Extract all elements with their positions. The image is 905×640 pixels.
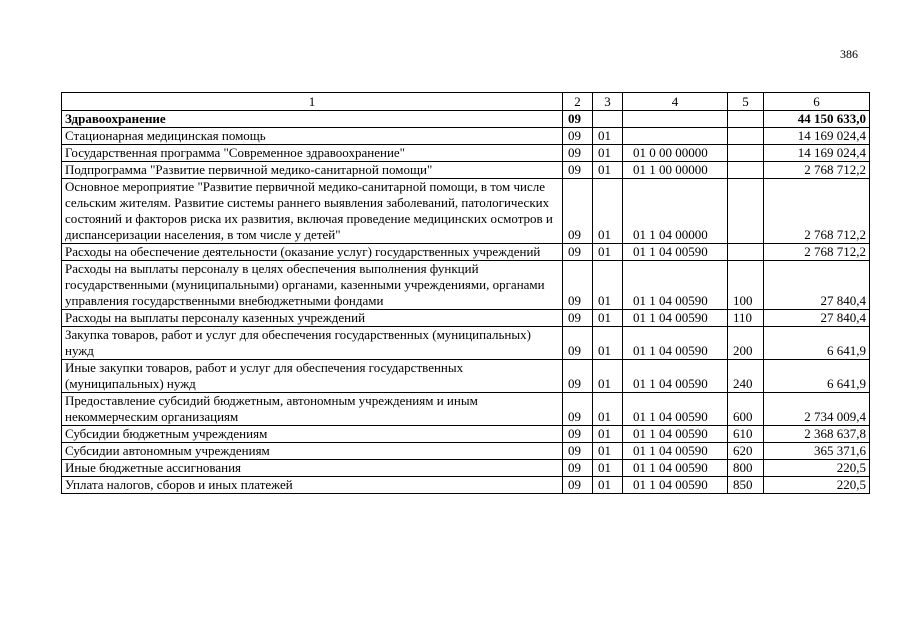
row-amount-cell: 14 169 024,4 [764, 128, 870, 145]
row-section-cell: 09 [563, 310, 593, 327]
row-subsection-cell: 01 [593, 162, 623, 179]
row-section-cell: 09 [563, 111, 593, 128]
row-subsection-cell: 01 [593, 327, 623, 360]
row-amount-cell: 220,5 [764, 460, 870, 477]
row-subsection-cell: 01 [593, 426, 623, 443]
table-row [62, 244, 870, 261]
row-target-code-cell: 01 1 04 00590 [623, 327, 728, 360]
row-amount-cell: 220,5 [764, 477, 870, 494]
row-subsection-cell: 01 [593, 261, 623, 310]
row-target-code-cell: 01 1 04 00590 [623, 310, 728, 327]
row-section-cell: 09 [563, 261, 593, 310]
row-expense-type-cell: 850 [728, 477, 764, 494]
row-name-cell: Подпрограмма "Развитие первичной медико-санитарной помощи" [62, 162, 563, 179]
table-row [62, 426, 870, 443]
row-subsection-cell: 01 [593, 477, 623, 494]
row-subsection-cell: 01 [593, 393, 623, 426]
row-name-cell: Субсидии автономным учреждениям [62, 443, 563, 460]
row-section-cell: 09 [563, 145, 593, 162]
table-row [62, 310, 870, 327]
row-name-cell: Расходы на выплаты персоналу в целях обеспечения выполнения функций государственными (муниципальными) органами, казенными учреждениями, органами управления государственными внебюджетными фондами [62, 261, 563, 310]
row-name-cell: Стационарная медицинская помощь [62, 128, 563, 145]
row-amount-cell: 2 368 637,8 [764, 426, 870, 443]
row-amount-cell: 44 150 633,0 [764, 111, 870, 128]
row-name-cell: Расходы на обеспечение деятельности (оказание услуг) государственных учреждений [62, 244, 563, 261]
row-amount-cell: 27 840,4 [764, 261, 870, 310]
row-section-cell: 09 [563, 426, 593, 443]
row-section-cell: 09 [563, 244, 593, 261]
row-target-code-cell: 01 1 04 00590 [623, 261, 728, 310]
row-expense-type-cell: 620 [728, 443, 764, 460]
row-target-code-cell: 01 1 04 00590 [623, 393, 728, 426]
row-amount-cell: 365 371,6 [764, 443, 870, 460]
row-target-code-cell: 01 1 04 00000 [623, 179, 728, 244]
row-subsection-cell [593, 111, 623, 128]
table-row [62, 145, 870, 162]
table-row [62, 443, 870, 460]
budget-table [61, 92, 870, 494]
row-expense-type-cell: 100 [728, 261, 764, 310]
row-target-code-cell: 01 1 04 00590 [623, 426, 728, 443]
row-target-code-cell: 01 0 00 00000 [623, 145, 728, 162]
header-cell-section: 2 [563, 93, 593, 111]
row-subsection-cell: 01 [593, 244, 623, 261]
row-section-cell: 09 [563, 393, 593, 426]
row-subsection-cell: 01 [593, 145, 623, 162]
header-cell-subsection: 3 [593, 93, 623, 111]
row-target-code-cell: 01 1 04 00590 [623, 443, 728, 460]
row-target-code-cell: 01 1 04 00590 [623, 477, 728, 494]
table-row [62, 477, 870, 494]
header-cell-name: 1 [62, 93, 563, 111]
row-expense-type-cell: 610 [728, 426, 764, 443]
row-subsection-cell: 01 [593, 360, 623, 393]
table-row [62, 261, 870, 310]
page-number: 386 [840, 47, 858, 61]
row-section-cell: 09 [563, 179, 593, 244]
row-amount-cell: 2 768 712,2 [764, 244, 870, 261]
table-row [62, 360, 870, 393]
table-row [62, 460, 870, 477]
row-amount-cell: 14 169 024,4 [764, 145, 870, 162]
row-expense-type-cell [728, 244, 764, 261]
row-amount-cell: 2 734 009,4 [764, 393, 870, 426]
table-row [62, 179, 870, 244]
row-expense-type-cell [728, 111, 764, 128]
header-cell-amount: 6 [764, 93, 870, 111]
row-expense-type-cell [728, 162, 764, 179]
row-expense-type-cell [728, 128, 764, 145]
row-name-cell: Основное мероприятие "Развитие первичной медико-санитарной помощи, в том числе сельским жителям. Развитие системы раннего выявления заболеваний, патологических состояний и факторов риска их развития, включая проведение медицинских осмотров и диспансеризации населения, в том числе у детей" [62, 179, 563, 244]
row-name-cell: Уплата налогов, сборов и иных платежей [62, 477, 563, 494]
row-name-cell: Здравоохранение [62, 111, 563, 128]
row-section-cell: 09 [563, 327, 593, 360]
row-name-cell: Субсидии бюджетным учреждениям [62, 426, 563, 443]
row-amount-cell: 6 641,9 [764, 360, 870, 393]
table-row [62, 111, 870, 128]
row-expense-type-cell [728, 179, 764, 244]
row-amount-cell: 27 840,4 [764, 310, 870, 327]
row-name-cell: Государственная программа "Современное здравоохранение" [62, 145, 563, 162]
table-row [62, 393, 870, 426]
table-body [62, 111, 870, 494]
row-amount-cell: 6 641,9 [764, 327, 870, 360]
row-expense-type-cell: 600 [728, 393, 764, 426]
row-section-cell: 09 [563, 360, 593, 393]
row-subsection-cell: 01 [593, 460, 623, 477]
row-name-cell: Расходы на выплаты персоналу казенных учреждений [62, 310, 563, 327]
row-target-code-cell: 01 1 04 00590 [623, 360, 728, 393]
row-name-cell: Иные бюджетные ассигнования [62, 460, 563, 477]
row-expense-type-cell: 240 [728, 360, 764, 393]
row-target-code-cell [623, 128, 728, 145]
row-subsection-cell: 01 [593, 310, 623, 327]
row-name-cell: Предоставление субсидий бюджетным, автономным учреждениям и иным некоммерческим организациям [62, 393, 563, 426]
header-cell-expense-type: 5 [728, 93, 764, 111]
row-target-code-cell: 01 1 04 00590 [623, 460, 728, 477]
row-section-cell: 09 [563, 128, 593, 145]
row-expense-type-cell: 110 [728, 310, 764, 327]
header-row [62, 93, 870, 111]
table-row [62, 162, 870, 179]
row-expense-type-cell: 200 [728, 327, 764, 360]
row-name-cell: Закупка товаров, работ и услуг для обеспечения государственных (муниципальных) нужд [62, 327, 563, 360]
table-row [62, 327, 870, 360]
row-section-cell: 09 [563, 162, 593, 179]
row-target-code-cell [623, 111, 728, 128]
row-name-cell: Иные закупки товаров, работ и услуг для обеспечения государственных (муниципальных) нужд [62, 360, 563, 393]
row-section-cell: 09 [563, 443, 593, 460]
row-amount-cell: 2 768 712,2 [764, 162, 870, 179]
row-expense-type-cell [728, 145, 764, 162]
header-cell-target-code: 4 [623, 93, 728, 111]
row-subsection-cell: 01 [593, 128, 623, 145]
row-expense-type-cell: 800 [728, 460, 764, 477]
row-target-code-cell: 01 1 00 00000 [623, 162, 728, 179]
row-target-code-cell: 01 1 04 00590 [623, 244, 728, 261]
table-row [62, 128, 870, 145]
row-subsection-cell: 01 [593, 179, 623, 244]
row-section-cell: 09 [563, 460, 593, 477]
row-subsection-cell: 01 [593, 443, 623, 460]
row-amount-cell: 2 768 712,2 [764, 179, 870, 244]
row-section-cell: 09 [563, 477, 593, 494]
